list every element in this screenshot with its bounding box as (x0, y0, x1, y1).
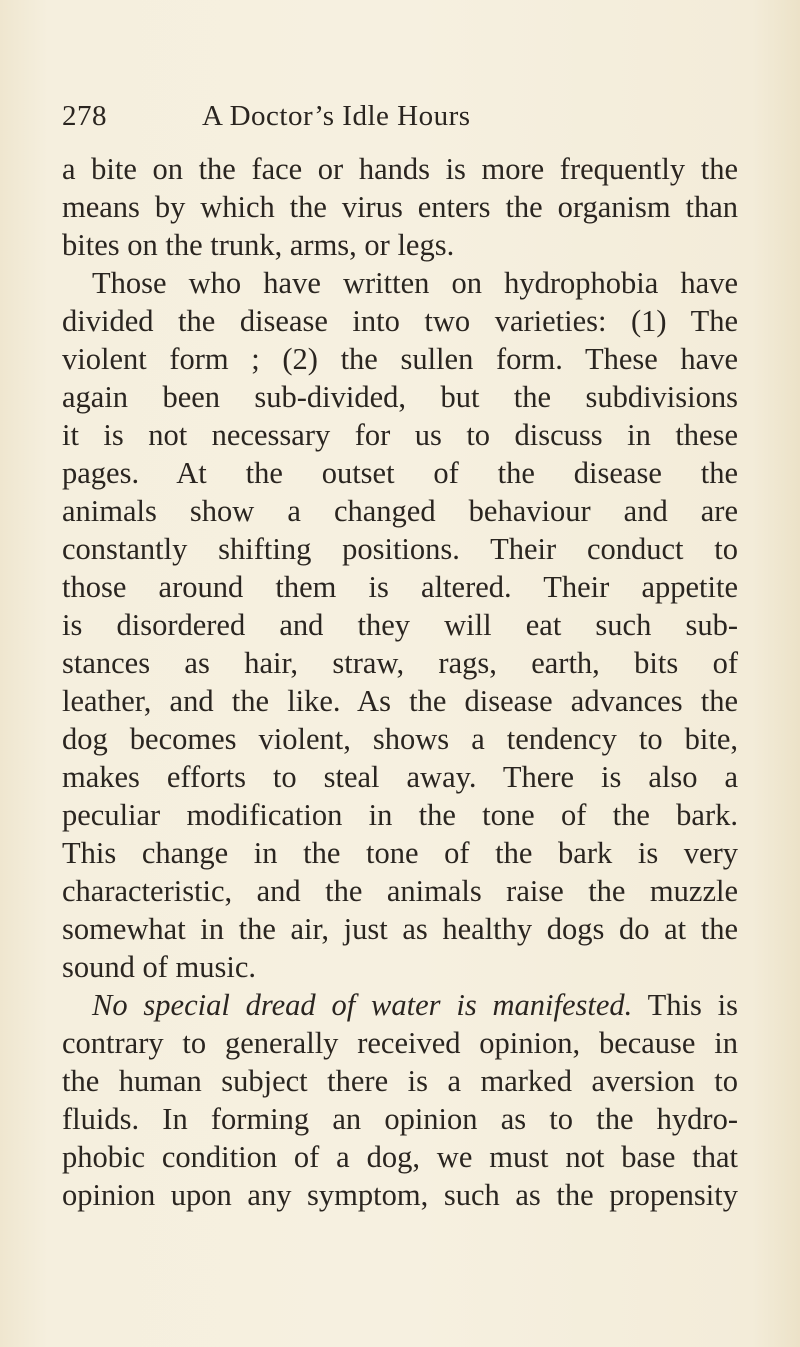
running-title: A Doctor’s Idle Hours (202, 100, 471, 132)
text-line: contrary to generally received opinion, because in (62, 1026, 738, 1060)
text-line: Those who have written on hydrophobia have (92, 266, 738, 300)
text-line: violent form ; (2) the sullen form. These have (62, 342, 738, 376)
text-line: animals show a changed behaviour and are (62, 494, 738, 528)
text-line: bites on the trunk, arms, or legs. (62, 228, 455, 262)
text-line: stances as hair, straw, rags, earth, bits of (62, 646, 738, 680)
text-line: leather, and the like. As the disease advances the (62, 684, 738, 718)
text-line: it is not necessary for us to discuss in these (62, 418, 738, 452)
text-line: constantly shifting positions. Their conduct to (62, 532, 738, 566)
page-number: 278 (62, 100, 107, 132)
page-header (62, 100, 742, 144)
text-line: phobic condition of a dog, we must not base that (62, 1140, 738, 1174)
text-line: means by which the virus enters the organism than (62, 190, 738, 224)
text-line: again been sub-divided, but the subdivisions (62, 380, 738, 414)
text-line: makes efforts to steal away. There is also a (62, 760, 738, 794)
text-line: somewhat in the air, just as healthy dogs do at the (62, 912, 738, 946)
text-line: fluids. In forming an opinion as to the hydro- (62, 1102, 738, 1136)
text-line: the human subject there is a marked aversion to (62, 1064, 738, 1098)
text-line: This change in the tone of the bark is very (62, 836, 738, 870)
text-line: dog becomes violent, shows a tendency to bite, (62, 722, 738, 756)
body-text (62, 150, 738, 1214)
text-line: sound of music. (62, 950, 257, 984)
text-line: a bite on the face or hands is more frequently the (62, 152, 738, 186)
text-line: peculiar modification in the tone of the bark. (62, 798, 738, 832)
text-line: is disordered and they will eat such sub- (62, 608, 738, 642)
text-fragment: This is (632, 988, 738, 1022)
text-line: those around them is altered. Their appetite (62, 570, 738, 604)
text-line: pages. At the outset of the disease the (62, 456, 738, 490)
text-line: characteristic, and the animals raise the muzzle (62, 874, 738, 908)
italic-lead: No special dread of water is manifested. (92, 988, 633, 1022)
text-line: divided the disease into two varieties: (1) The (62, 304, 738, 338)
text-line (62, 986, 738, 1024)
text-line: opinion upon any symptom, such as the propensity (62, 1178, 738, 1212)
